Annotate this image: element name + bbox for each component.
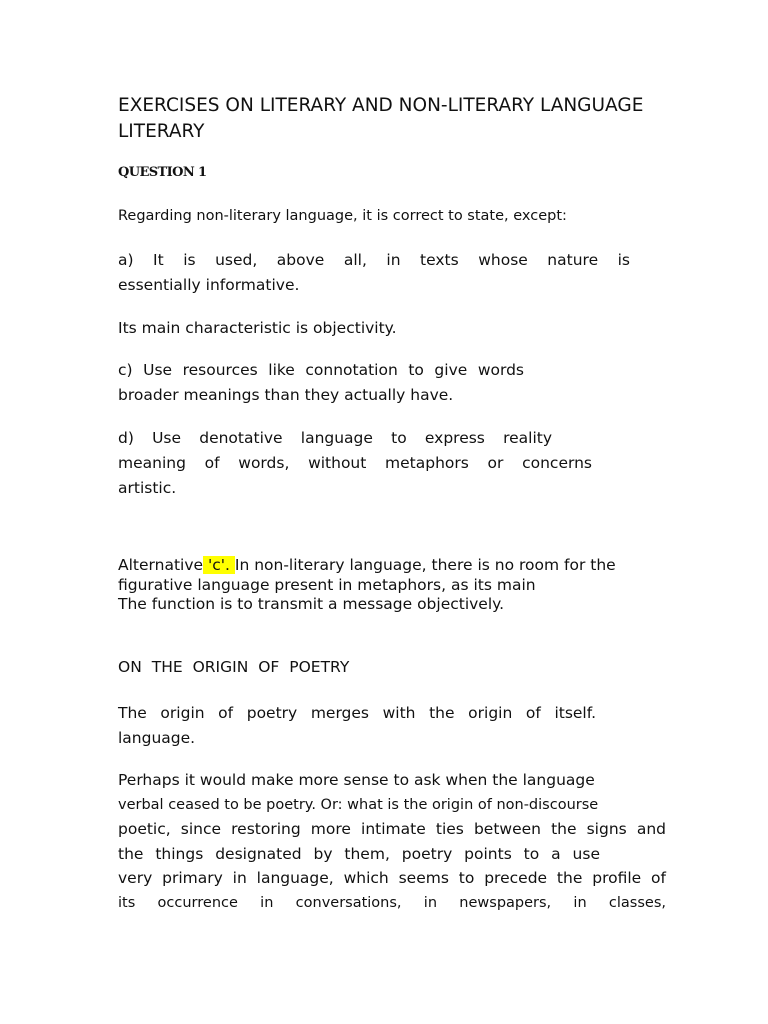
option-d xyxy=(118,426,592,501)
title-line-1: EXERCISES ON LITERARY AND NON-LITERARY LANGUAGE xyxy=(118,95,644,116)
answer-explanation xyxy=(118,556,616,615)
option-c-line-1: c) Use resources like connotation to give words xyxy=(118,361,524,379)
option-c-line-2: broader meanings than they actually have. xyxy=(118,386,454,404)
option-d-line-1: d) Use denotative language to express reality xyxy=(118,429,552,447)
option-b: Its main characteristic is objectivity. xyxy=(118,319,397,337)
answer-line-1 xyxy=(118,556,616,576)
section-heading: ON THE ORIGIN OF POETRY xyxy=(118,658,350,676)
option-d-line-3: artistic. xyxy=(118,479,177,497)
origin-line-1: The origin of poetry merges with the origin of itself. xyxy=(118,704,596,722)
poetry-line-2: verbal ceased to be poetry. Or: what is the origin of non-discourse xyxy=(118,796,599,813)
option-a xyxy=(118,248,630,298)
poetry-paragraph xyxy=(118,768,666,916)
question-prompt: Regarding non-literary language, it is correct to state, except: xyxy=(118,208,567,224)
origin-line-2: language. xyxy=(118,729,196,747)
option-d-line-2: meaning of words, without metaphors or concerns xyxy=(118,454,592,472)
answer-line-2: figurative language present in metaphors, as its main xyxy=(118,575,536,594)
answer-line-1-rest: In non-literary language, there is no room for the xyxy=(234,556,616,574)
option-c xyxy=(118,358,524,408)
origin-paragraph xyxy=(118,701,596,751)
poetry-line-5: very primary in language, which seems to precede the profile of xyxy=(118,869,666,888)
title-line-2: LITERARY xyxy=(118,121,205,142)
option-a-line-2: essentially informative. xyxy=(118,276,300,294)
option-a-line-1: a) It is used, above all, in texts whose nature is xyxy=(118,251,630,269)
poetry-line-3: poetic, since restoring more intimate ties between the signs and xyxy=(118,820,666,839)
document-title xyxy=(118,93,678,145)
poetry-line-6: its occurrence in conversations, in newspapers, in classes, xyxy=(118,894,666,911)
question-label: QUESTION 1 xyxy=(118,165,207,180)
answer-highlight: 'c'. xyxy=(203,556,235,574)
poetry-line-1: Perhaps it would make more sense to ask when the language xyxy=(118,771,595,789)
poetry-line-4: the things designated by them, poetry points to a use xyxy=(118,844,600,863)
answer-prefix: Alternative xyxy=(118,556,204,574)
answer-line-3: The function is to transmit a message objectively. xyxy=(118,595,505,613)
